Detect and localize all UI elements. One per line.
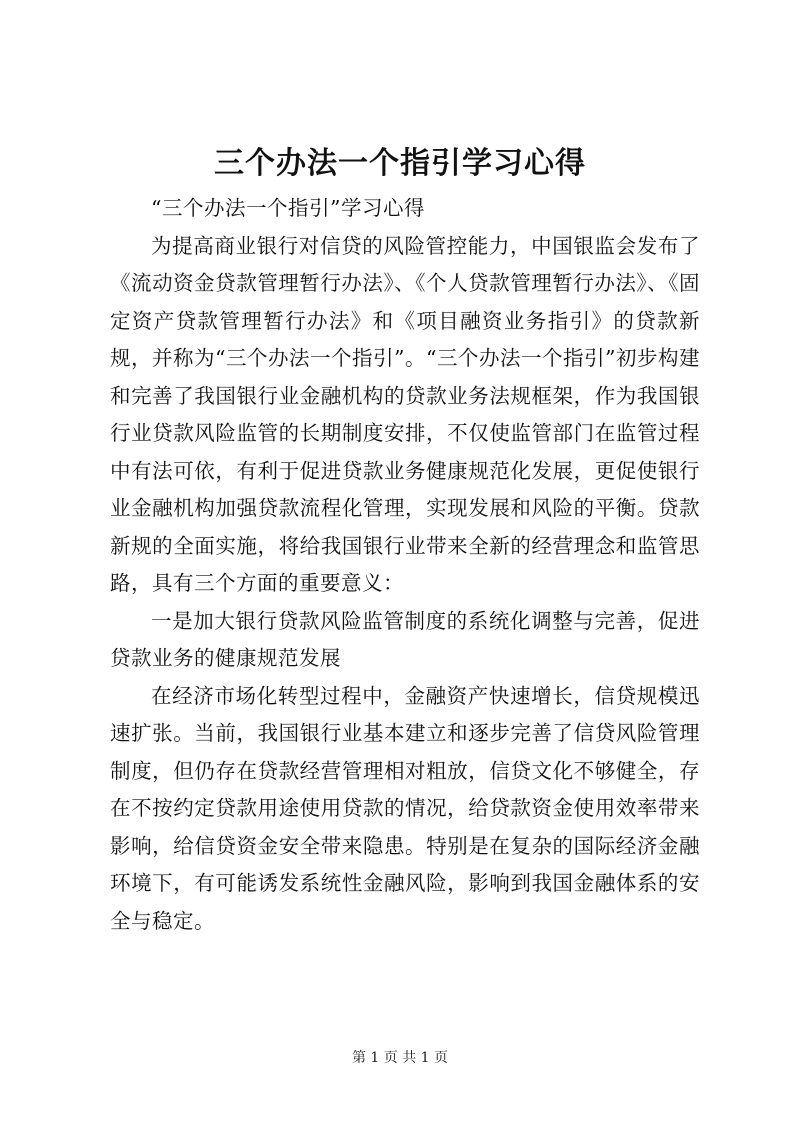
page-footer: 第 1 页 共 1 页 — [351, 1050, 449, 1066]
document-title: 三个办法一个指引学习心得 — [214, 146, 586, 181]
paragraph-point-one: 一是加大银行贷款风险监管制度的系统化调整与完善，促进贷款业务的健康规范发展 — [110, 608, 700, 670]
paragraph-context: 在经济市场化转型过程中，金融资产快速增长，信贷规模迅速扩张。当前，我国银行业基本建立和逐步完善了信贷风险管理制度，但仍存在贷款经营管理相对粗放，信贷文化不够健全，存在不按约定贷款用途使用贷款的情况，给贷款资金使用效率带来影响，给信贷资金安全带来隐患。特别是在复杂的国际经济金融环境下，有可能诱发系统性金融风险，影响到我国金融体系的安全与稳定。 — [110, 683, 700, 933]
document-body — [110, 190, 700, 940]
paragraph-subtitle: “三个办法一个指引”学习心得 — [151, 196, 425, 220]
paragraph-intro: 为提高商业银行对信贷的风险管控能力，中国银监会发布了《流动资金贷款管理暂行办法》、《个人贷款管理暂行办法》、《固定资产贷款管理暂行办法》和《项目融资业务指引》的贷款新规，并称为“三个办法一个指引”。“三个办法一个指引”初步构建和完善了我国银行业金融机构的贷款业务法规框架，作为我国银行业贷款风险监管的长期制度安排，不仅使监管部门在监管过程中有法可依，有利于促进贷款业务健康规范化发展，更促使银行业金融机构加强贷款流程化管理，实现发展和风险的平衡。贷款新规的全面实施，将给我国银行业带来全新的经营理念和监管思路，具有三个方面的重要意义： — [110, 233, 700, 595]
